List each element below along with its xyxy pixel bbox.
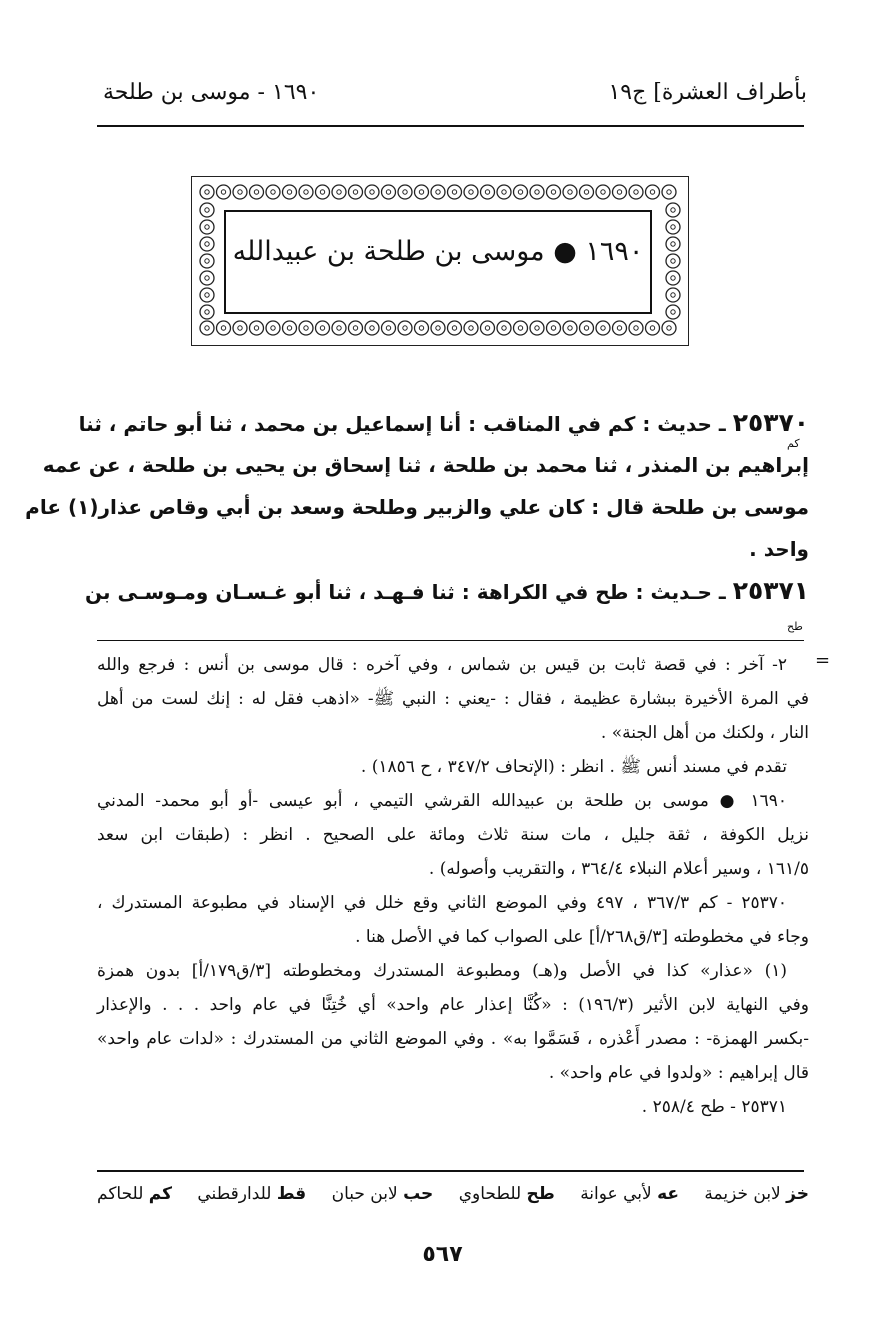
abbreviation-item: طح للطحاوي — [458, 1184, 555, 1204]
footnote-line: -بكسر الهمزة- : مصدر أَعْذره ، فَسَمَّوا به» . وفي الموضع الثاني من المستدرك : «لدات عام واحد» — [97, 1029, 809, 1049]
hadith-number: ٢٥٣٧٠ — [732, 408, 809, 437]
main-text — [25, 402, 809, 612]
abbreviation-item: خز لابن خزيمة — [704, 1184, 809, 1204]
abbreviation-item: قط للدارقطني — [197, 1184, 307, 1204]
header-rule — [97, 125, 804, 127]
running-header-chapter: ١٦٩٠ - موسى بن طلحة — [103, 80, 320, 105]
abbreviation-item: عه لأبي عوانة — [580, 1184, 680, 1204]
footnote-line: ٢٥٣٧٠ - كم ٣٦٧/٣ ، ٤٩٧ وفي الموضع الثاني وقع خلل في الإسناد في مطبوعة المستدرك ، — [97, 893, 788, 913]
main-line — [97, 528, 809, 570]
main-line-text: موسى بن طلحة قال : كان علي والزبير وطلحة وسعد بن أبي وقاص عذار(١) عام — [25, 495, 809, 519]
abbreviation-item: كم للحاكم — [97, 1184, 172, 1204]
source-symbol: طح — [787, 620, 803, 633]
hadith-number: ٢٥٣٧١ — [732, 576, 809, 605]
continuation-marker: = — [815, 650, 831, 671]
main-line — [78, 402, 809, 444]
running-header-book: بأطراف العشرة] ج١٩ — [608, 80, 807, 105]
footnote-line: قال إبراهيم : «ولدوا في عام واحد» . — [548, 1063, 809, 1083]
footnote-line: في المرة الأخيرة ببشارة عظيمة ، فقال : -يعني : النبي ﷺ- «اذهب فقل له : إنك لست من أهل — [97, 689, 809, 709]
main-line — [42, 444, 809, 486]
main-line-text: ـ حـديث : طح في الكراهة : ثنا فـهـد ، ثنا أبو غـسـان ومـوسـى بن — [84, 580, 733, 604]
footnote-line: ١٦٩٠ ● موسى بن طلحة بن عبيدالله القرشي التيمي ، أبو عيسى -أو أبو محمد- المدني — [97, 791, 787, 811]
main-line — [84, 570, 809, 612]
footnotes — [97, 648, 809, 1124]
footnote-line: نزيل الكوفة ، ثقة جليل ، مات سنة ثلاث ومائة على الصحيح . انظر : (طبقات ابن سعد — [97, 825, 809, 845]
abbreviation-rule — [97, 1170, 804, 1172]
main-line-text: واحد . — [749, 537, 809, 561]
abbreviation-key — [97, 1184, 809, 1204]
footnote-line: ١٦١/٥ ، وسير أعلام النبلاء ٣٦٤/٤ ، والتقريب وأصوله) . — [428, 859, 809, 879]
source-symbol: كم — [787, 437, 800, 450]
main-line-text: إبراهيم بن المنذر ، ثنا محمد بن طلحة ، ثنا إسحاق بن يحيى بن طلحة ، عن عمه — [42, 453, 809, 477]
page-number: ٥٦٧ — [422, 1242, 463, 1267]
footnote-line: وجاء في مخطوطته [٣/ق٢٦٨/أ] على الصواب كما في الأصل هنا . — [355, 927, 809, 947]
footnote-rule — [97, 640, 804, 641]
footnote-line: ٢- آخر : في قصة ثابت بن قيس بن شماس ، وفي آخره : قال موسى بن أنس : فرجع والله — [97, 655, 787, 675]
footnote-line: تقدم في مسند أنس ﷺ . انظر : (الإتحاف ٣٤٧/٢ ، ح ١٨٥٦) . — [360, 757, 787, 777]
main-line-text: ـ حديث : كم في المناقب : أنا إسماعيل بن محمد ، ثنا أبو حاتم ، ثنا — [78, 412, 733, 436]
footnote-line: وفي النهاية لابن الأثير (١٩٦/٣) : «كُنَّا إعذار عام واحد» أي خُتِنَّا في عام واحد . . . والإعذار — [97, 995, 809, 1015]
footnote-line: النار ، ولكنك من أهل الجنة» . — [600, 723, 809, 743]
abbreviation-item: حب لابن حبان — [331, 1184, 434, 1204]
main-line — [25, 486, 809, 528]
chapter-title: ١٦٩٠ ● موسى بن طلحة بن عبيدالله — [232, 236, 644, 267]
footnote-line: (١) «عذار» كذا في الأصل و(هـ) ومطبوعة المستدرك ومخطوطته [٣/ق١٧٩/أ] بدون همزة — [97, 961, 787, 981]
footnote-line: ٢٥٣٧١ - طح ٢٥٨/٤ . — [641, 1097, 787, 1117]
